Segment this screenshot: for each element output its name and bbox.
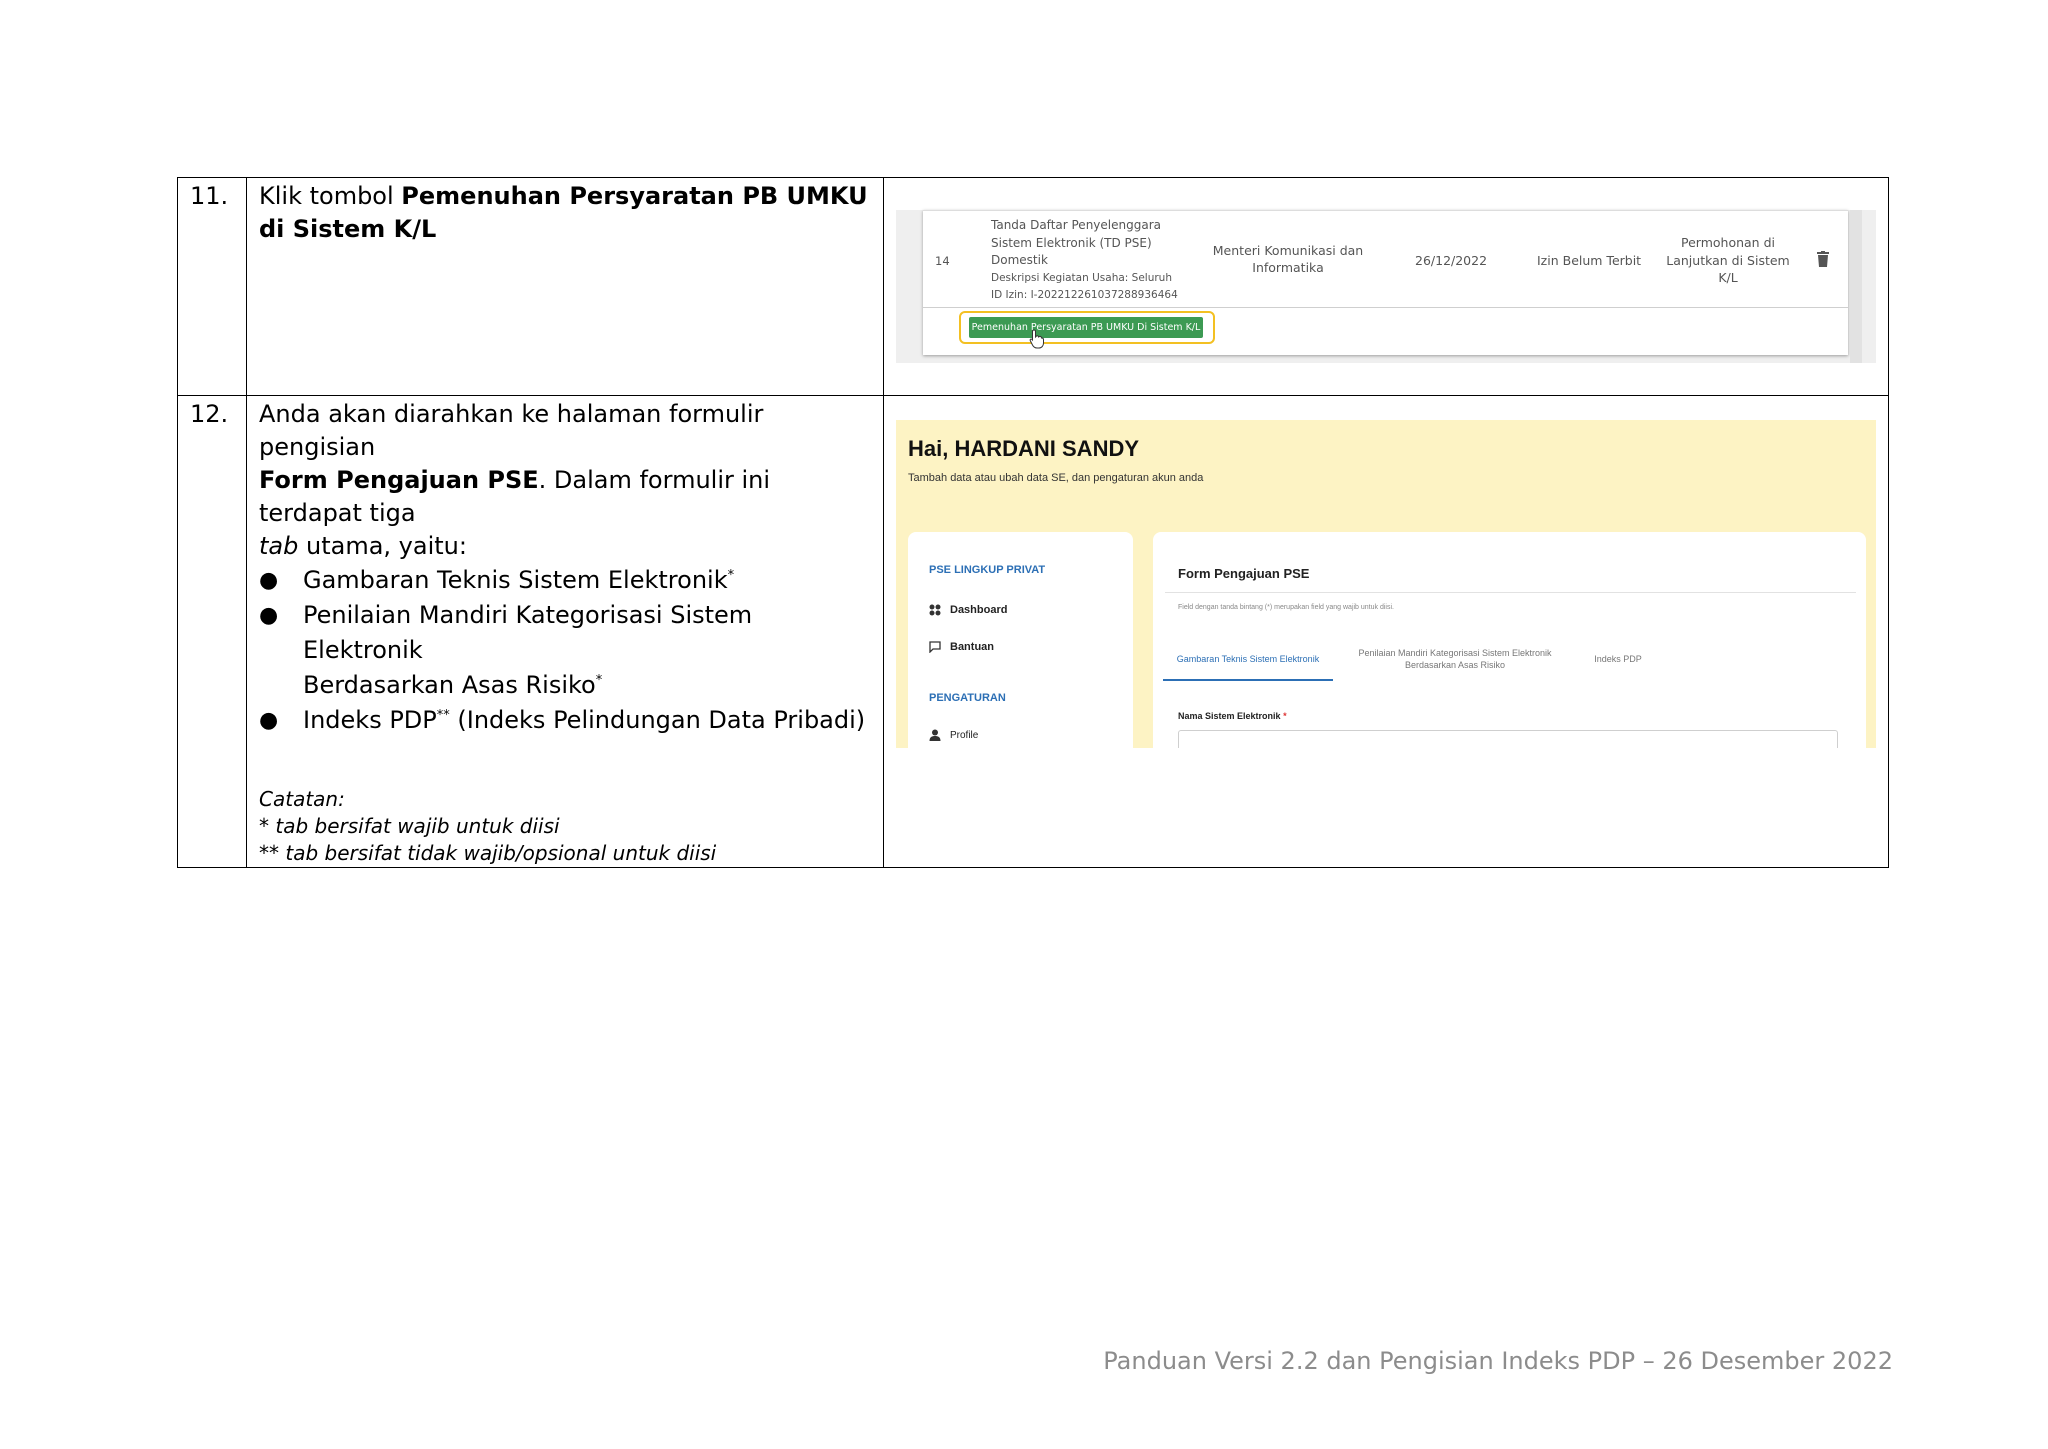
chat-icon <box>929 641 941 653</box>
field-label <box>1178 711 1287 721</box>
note-line: * tab bersifat wajib untuk diisi <box>259 814 560 838</box>
active-tab-indicator <box>1163 679 1333 681</box>
trash-icon[interactable] <box>1817 251 1829 267</box>
row-divider <box>923 307 1848 308</box>
bullet-icon: ● <box>259 568 279 593</box>
instruction-line <box>259 464 873 530</box>
sidebar-item-bantuan[interactable] <box>929 641 994 653</box>
row-number: 14 <box>935 254 950 268</box>
form-panel <box>1153 532 1866 748</box>
screenshot-permit-list <box>896 210 1876 363</box>
list-item-text: Indeks PDP <box>303 706 437 734</box>
steps-table <box>177 177 1889 868</box>
sidebar-item-dashboard[interactable] <box>929 604 1007 616</box>
optional-mark: ** <box>436 708 450 723</box>
instruction-text: Klik tombol <box>259 182 402 210</box>
page-footer: Panduan Versi 2.2 dan Pengisian Indeks PDP – 26 Desember 2022 <box>1103 1347 1893 1375</box>
step-row-12 <box>178 396 1889 868</box>
instruction-italic: tab <box>259 532 299 560</box>
step-instruction <box>247 178 883 246</box>
bullet-icon: ● <box>259 708 279 733</box>
button-highlight <box>959 311 1215 344</box>
required-mark: * <box>727 568 735 583</box>
greeting: Hai, HARDANI SANDY <box>908 436 1140 461</box>
dashboard-icon <box>929 604 941 616</box>
pemenuhan-persyaratan-button[interactable]: Pemenuhan Persyaratan PB UMKU Di Sistem K/L <box>969 317 1203 338</box>
sidebar-item-label: Dashboard <box>950 604 1008 616</box>
step-text-cell <box>247 178 884 396</box>
sidebar <box>908 532 1133 748</box>
field-label-text: Nama Sistem Elektronik <box>1178 711 1281 721</box>
sidebar-item-label: Bantuan <box>950 641 994 653</box>
notes-title: Catatan: <box>259 787 345 811</box>
permit-name <box>991 217 1181 305</box>
sidebar-item-profile[interactable] <box>929 729 978 741</box>
list-item <box>259 563 873 598</box>
greeting-subtitle: Tambah data atau ubah data SE, dan pengaturan akun anda <box>908 472 1204 484</box>
list-item-text: Penilaian Mandiri Kategorisasi Sistem Elektronik <box>303 601 753 664</box>
instruction-text: utama, yaitu: <box>298 532 467 560</box>
tab-gambaran-teknis[interactable]: Gambaran Teknis Sistem Elektronik <box>1176 654 1320 664</box>
list-item <box>259 703 873 738</box>
required-mark: * <box>1283 711 1287 721</box>
permit-status: Izin Belum Terbit <box>1537 253 1642 268</box>
bullet-icon: ● <box>259 603 279 628</box>
list-item-text: Berdasarkan Asas Risiko <box>303 671 596 699</box>
form-note: Field dengan tanda bintang (*) merupakan field yang wajib untuk diisi. <box>1178 604 1394 611</box>
step-number: 12. <box>190 400 229 428</box>
tab-list <box>259 563 873 738</box>
permit-description: Deskripsi Kegiatan Usaha: Seluruh <box>991 271 1172 284</box>
screenshot-form-pengajuan <box>896 420 1876 748</box>
instruction-bold: Pemenuhan Persyaratan PB UMKU di Sistem K/L <box>259 182 868 243</box>
permit-name-line: Tanda Daftar Penyelenggara <box>991 218 1161 232</box>
permit-id: ID Izin: I-202212261037288936464 <box>991 289 1178 301</box>
list-item <box>259 598 873 703</box>
step-number-cell <box>178 396 247 868</box>
step-row-11 <box>178 178 1889 396</box>
nama-sistem-input[interactable] <box>1178 730 1838 748</box>
tab-label: Penilaian Mandiri Kategorisasi Sistem Elektronik <box>1358 648 1552 658</box>
list-item-text: (Indeks Pelindungan Data Pribadi) <box>449 706 866 734</box>
instruction-text: . Dalam formulir ini terdapat tiga <box>259 466 771 527</box>
scrollbar[interactable] <box>1850 210 1862 363</box>
tab-indeks-pdp[interactable]: Indeks PDP <box>1594 654 1642 664</box>
tab-penilaian-mandiri[interactable] <box>1345 647 1565 671</box>
notes <box>259 786 873 867</box>
instruction-bold: Form Pengajuan PSE <box>259 466 539 494</box>
user-icon <box>929 729 941 741</box>
step-instruction <box>247 396 883 867</box>
form-title: Form Pengajuan PSE <box>1178 566 1310 581</box>
required-mark: * <box>595 673 603 688</box>
step-text-cell <box>247 396 884 868</box>
sidebar-section-title: PSE LINGKUP PRIVAT <box>929 564 1046 576</box>
permit-name-line: Domestik <box>991 253 1048 267</box>
sidebar-section-title: PENGATURAN <box>929 692 1006 704</box>
permit-name-line: Sistem Elektronik (TD PSE) <box>991 235 1152 250</box>
instruction-line: Anda akan diarahkan ke halaman formulir pengisian <box>259 400 764 461</box>
hand-cursor-icon <box>1029 329 1045 349</box>
note-line: ** tab bersifat tidak wajib/opsional untuk diisi <box>259 841 717 865</box>
permit-date: 26/12/2022 <box>1415 253 1488 268</box>
permit-row-card <box>923 210 1848 355</box>
form-divider <box>1165 592 1856 593</box>
step-number: 11. <box>190 182 229 210</box>
step-screenshot-cell <box>884 396 1889 868</box>
step-screenshot-cell <box>884 178 1889 396</box>
list-item-text: Gambaran Teknis Sistem Elektronik <box>303 566 728 594</box>
instruction-line <box>259 530 873 563</box>
permit-note: Permohonan di Lanjutkan di Sistem K/L <box>1666 235 1790 285</box>
sidebar-item-label: Profile <box>950 729 979 741</box>
tab-label: Berdasarkan Asas Risiko <box>1404 660 1506 670</box>
permit-institution: Menteri Komunikasi dan Informatika <box>1212 243 1364 275</box>
step-number-cell <box>178 178 247 396</box>
